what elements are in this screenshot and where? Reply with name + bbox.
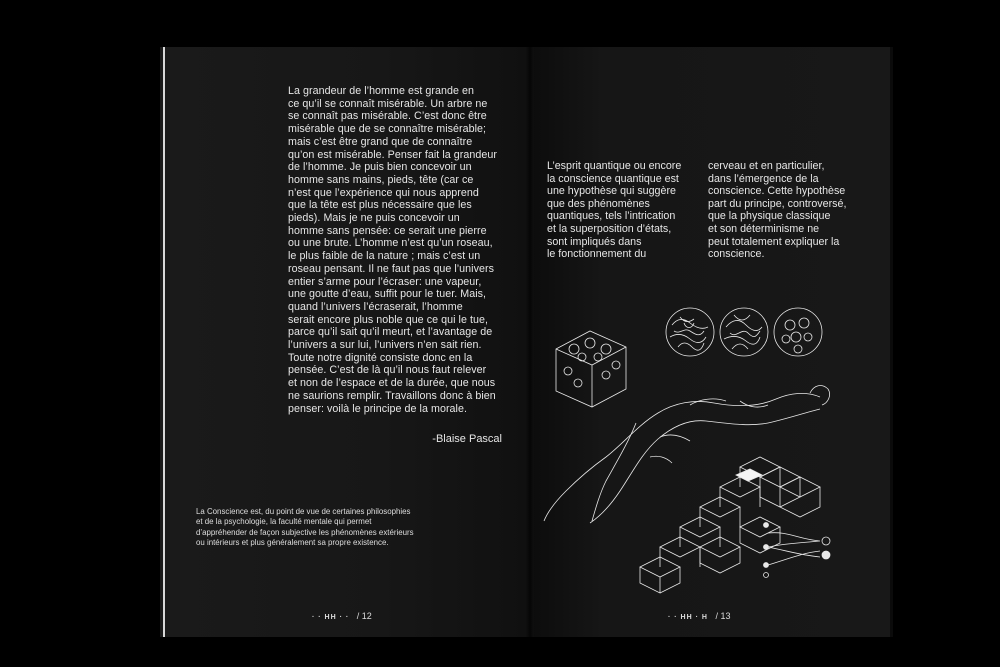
page-number: / 13: [715, 611, 731, 621]
column-line: L’esprit quantique ou encore: [547, 160, 682, 172]
quantum-body-illustration: [540, 297, 840, 597]
circle-sample-2: [720, 308, 768, 356]
quote-line: n’est que l’expérience qui nous apprend: [288, 186, 479, 199]
book-spread: [160, 47, 893, 637]
quote-line: se connaît pas misérable. C’est donc être: [288, 110, 487, 123]
page-edge-shadow: [890, 47, 893, 637]
quote-line: quand l’univers l’écraserait, l’homme: [288, 300, 463, 313]
column-line: et la superposition d’états,: [547, 222, 672, 235]
column-line: une hypothèse qui suggère: [547, 185, 676, 198]
page-number: / 12: [356, 611, 372, 621]
definition-line: ou intérieurs et plus généralement sa propre existence.: [196, 537, 389, 547]
column-line: cerveau et en particulier,: [708, 160, 825, 172]
quote-line: pensée. C’est de là qu’il nous faut relever: [288, 364, 487, 377]
column-line: et son déterminisme ne: [708, 222, 820, 235]
quote-line: de l’homme. Je puis bien concevoir un: [288, 161, 472, 174]
folio-left: [312, 611, 372, 621]
folio-mark: · · HH · ·: [312, 614, 350, 621]
quote-line: pieds). Mais je ne puis concevoir un: [288, 212, 460, 225]
isometric-blocks: [640, 457, 820, 593]
quote-line: qu’on est misérable. Penser fait la grandeur: [288, 148, 497, 161]
quote-line: serait encore plus noble que ce qui le tue,: [288, 313, 488, 326]
column-line: part du principe, controversé,: [708, 197, 847, 210]
column-line: la conscience quantique est: [547, 172, 679, 185]
quote-line: penser: voilà le principe de la morale.: [288, 402, 467, 415]
folio-right: [668, 611, 730, 621]
text-column-b: [708, 160, 868, 261]
definition-line: d’appréhender de façon subjective les phénomènes extérieurs: [196, 527, 414, 537]
definition-line: et de la psychologie, la faculté mentale qui permet: [196, 517, 372, 527]
column-line: sont impliqués dans: [547, 235, 642, 248]
column-line: que la physique classique: [708, 210, 831, 223]
quote-line: roseau pensant. Il ne faut pas que l’univers: [288, 262, 494, 275]
pascal-quote: [288, 85, 508, 415]
quote-line: ou une brute. L’homme n’est qu’un roseau,: [288, 237, 493, 250]
quote-line: parce qu’il sait qu’il meurt, et l’avantage de: [288, 326, 493, 339]
circle-sample-1: [666, 308, 714, 356]
column-line: que des phénomènes: [547, 197, 650, 210]
quote-line: une goutte d’eau, suffit pour le tuer. Mais,: [288, 288, 487, 301]
quote-line: entier s’arme pour l’écraser: une vapeur,: [288, 275, 482, 288]
column-line: peut totalement expliquer la: [708, 235, 840, 248]
definition-line: La Conscience est, du point de vue de certaines philosophies: [196, 507, 411, 516]
quote-line: ce qu’il se connaît misérable. Un arbre ne: [288, 97, 488, 110]
quote-line: Toute notre dignité consiste donc en la: [288, 351, 473, 364]
conscience-definition: [196, 507, 456, 548]
quote-line: et non de l’espace et de la durée, que nous: [288, 377, 496, 390]
book-spine: [526, 47, 534, 637]
left-page: [160, 47, 530, 637]
quote-line: misérable que de se connaître misérable;: [288, 123, 487, 136]
quote-line: le plus faible de la nature ; mais c’est un: [288, 250, 481, 263]
text-column-a: [547, 160, 707, 261]
quote-line: mais c’est être grand que de connaître: [288, 135, 473, 148]
column-line: conscience. Cette hypothèse: [708, 185, 846, 198]
quote-line: que la tête est plus nécessaire que les: [288, 199, 472, 212]
quote-line: La grandeur de l’homme est grande en: [288, 85, 474, 97]
lattice-cube: [556, 331, 626, 407]
quote-line: ne saurions remplir. Travaillons donc à bien: [288, 389, 496, 402]
column-line: le fonctionnement du: [547, 248, 647, 261]
quote-line: homme sans mains, pieds, tête (car ce: [288, 173, 474, 186]
circle-sample-3: [774, 308, 822, 356]
reclining-figure: [544, 386, 830, 523]
column-line: dans l’émergence de la: [708, 172, 819, 185]
quote-author: -Blaise Pascal: [432, 433, 502, 445]
column-line: conscience.: [708, 248, 765, 261]
node-diagram: [764, 523, 831, 578]
column-line: quantiques, tels l’intrication: [547, 210, 676, 223]
quote-line: l’univers a sur lui, l’univers n’en sait rien.: [288, 339, 482, 352]
line-art-drawing: [540, 297, 840, 597]
quote-line: homme sans pensée: ce serait une pierre: [288, 224, 487, 237]
page-edge-highlight: [163, 47, 165, 637]
folio-mark: · · HH · H: [668, 614, 708, 621]
right-page: [530, 47, 893, 637]
